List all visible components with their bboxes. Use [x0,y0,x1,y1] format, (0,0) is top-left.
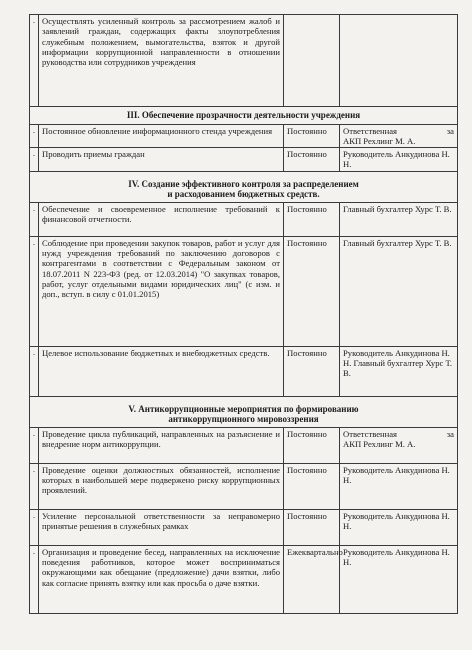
responsible-cell [340,15,458,107]
term-cell: Постоянно [284,509,340,545]
row-number: . [30,427,39,463]
table-row [30,202,458,236]
measures-table [29,14,458,614]
responsible-label-suffix: за [446,428,454,439]
measure-text: Организация и проведение бесед, направленных на исключение поведения работников, которое может восприниматься окружающими как обещание (предложение) дачи взятки, либо как согласие принять взятку или как просьба о даче взятки. [39,545,284,613]
responsible-label: Ответственная [343,428,398,439]
section-header [30,107,458,125]
responsible-name: АКП Рехлинг М. А. [343,135,416,146]
term-cell: Постоянно [284,463,340,509]
row-number: . [30,236,39,346]
row-number: . [30,148,39,172]
responsible-cell: Руководитель Анкудинова Н. Н. [340,545,458,613]
measure-text: Осуществлять усиленный контроль за рассмотрением жалоб и заявлений граждан, содержащих факты злоупотребления служебным положением, вымогательства, взяток и другой информации коррупционной направленности в отношении руководства или сотрудников учреждения [39,15,284,107]
term-cell: Постоянно [284,427,340,463]
responsible-cell: Руководитель Анкудинова Н. Н. [340,463,458,509]
responsible-cell [340,427,458,463]
measure-text: Проведение цикла публикаций, направленных на разъяснение и внедрение норм антикоррупции. [39,427,284,463]
term-cell: Постоянно [284,148,340,172]
measure-text: Проводить приемы граждан [39,148,284,172]
table-row [30,545,458,613]
responsible-cell: Руководитель Анкудинова Н. Н. [340,148,458,172]
table-row [30,427,458,463]
responsible-cell: Руководитель Анкудинова Н. Н. [340,509,458,545]
section-title [30,171,458,202]
responsible-cell [340,124,458,148]
measure-text: Усиление персональной ответственности за неправомерно принятые решения в служебных рамках [39,509,284,545]
term-cell: Постоянно [284,124,340,148]
measure-text: Соблюдение при проведении закупок товаров, работ и услуг для нужд учреждения требований по заключению договоров с контрагентами в соответствии с Федеральным законом от 18.07.2011 N 223-ФЗ (ред. от 12.03.2014) "О закупках товаров, работ, услуг отдельными видами юридических лиц" (с изм. и доп., вступ. в силу с 01.01.2015) [39,236,284,346]
table-row [30,346,458,396]
section-title-line: антикоррупционного мировоззрения [168,414,319,425]
term-cell: Ежеквартально [284,545,340,613]
section-header [30,396,458,427]
measure-text: Постоянное обновление информационного стенда учреждения [39,124,284,148]
responsible-cell: Главный бухгалтер Хурс Т. В. [340,236,458,346]
table-row [30,15,458,107]
row-number: . [30,124,39,148]
row-number: . [30,545,39,613]
row-number: . [30,463,39,509]
section-title-line: V. Антикоррупционные мероприятия по формированию [128,403,359,414]
term-cell: Постоянно [284,202,340,236]
responsible-cell: Главный бухгалтер Хурс Т. В. [340,202,458,236]
table-row [30,124,458,148]
measure-text: Обеспечение и своевременное исполнение требований к финансовой отчетности. [39,202,284,236]
row-number: . [30,346,39,396]
responsible-label: Ответственная [343,125,398,136]
table-row [30,509,458,545]
section-title-line: IV. Создание эффективного контроля за распределением [128,178,359,189]
section-header [30,171,458,202]
row-number: . [30,509,39,545]
measure-text: Проведение оценки должностных обязанностей, исполнение которых в наибольшей мере подвержено риску коррупционных проявлений. [39,463,284,509]
responsible-label-suffix: за [446,125,454,136]
section-title-line: и расходованием бюджетных средств. [167,189,320,200]
table-row [30,148,458,172]
section-title [30,396,458,427]
measure-text: Целевое использование бюджетных и внебюджетных средств. [39,346,284,396]
section-title: III. Обеспечение прозрачности деятельности учреждения [30,107,458,125]
row-number: . [30,202,39,236]
term-cell [284,15,340,107]
table-row [30,463,458,509]
responsible-name: АКП Рехлинг М. А. [343,438,416,449]
term-cell: Постоянно [284,346,340,396]
responsible-cell: Руководитель Анкудинова Н. Н. Главный бухгалтер Хурс Т. В. [340,346,458,396]
row-number: . [30,15,39,107]
term-cell: Постоянно [284,236,340,346]
table-row [30,236,458,346]
